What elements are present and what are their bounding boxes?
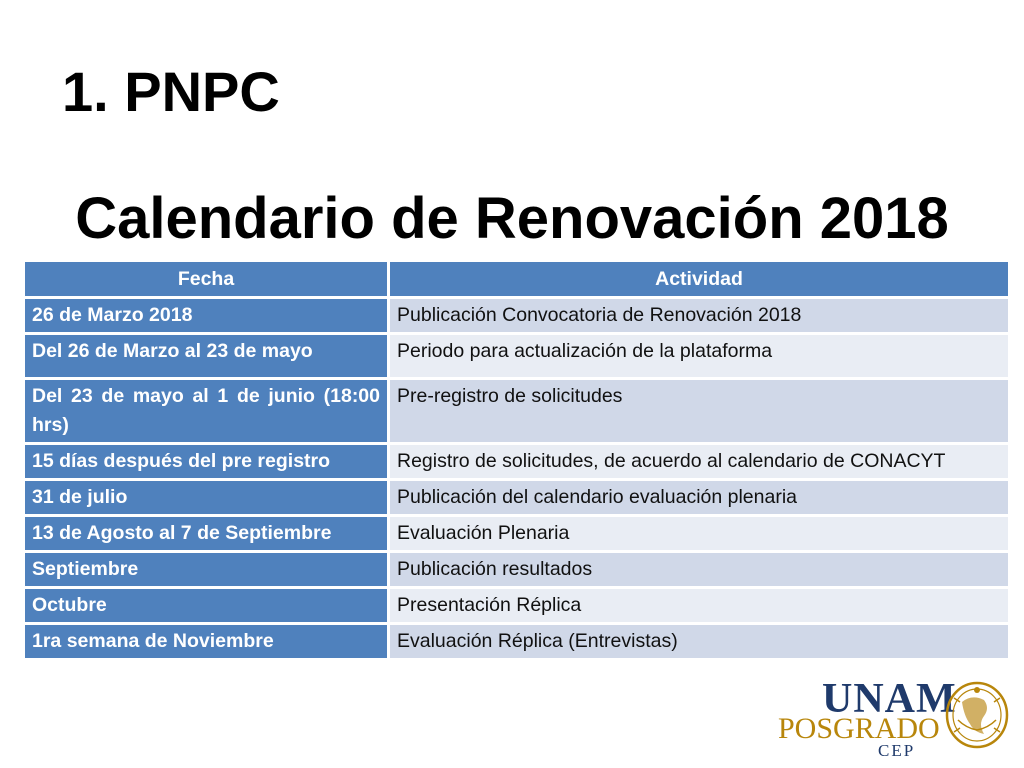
unam-posgrado-logo xyxy=(778,676,1014,762)
slide-subtitle: Calendario de Renovación 2018 xyxy=(75,186,949,251)
row-date: Octubre xyxy=(24,588,389,624)
row-date: Del 23 de mayo al 1 de junio (18:00 hrs) xyxy=(24,379,389,444)
row-date: 1ra semana de Noviembre xyxy=(24,624,389,660)
row-activity: Publicación Convocatoria de Renovación 2018 xyxy=(389,298,1010,334)
row-activity: Evaluación Plenaria xyxy=(389,516,1010,552)
row-activity: Registro de solicitudes, de acuerdo al calendario de CONACYT xyxy=(389,444,1010,480)
renewal-calendar-table xyxy=(22,259,1011,661)
row-activity: Pre-registro de solicitudes xyxy=(389,379,1010,444)
table-row xyxy=(24,624,1010,660)
slide-heading: 1. PNPC xyxy=(62,60,280,123)
row-date: 31 de julio xyxy=(24,480,389,516)
table-row xyxy=(24,298,1010,334)
row-activity: Publicación resultados xyxy=(389,552,1010,588)
row-activity: Publicación del calendario evaluación plenaria xyxy=(389,480,1010,516)
header-activity: Actividad xyxy=(389,261,1010,298)
logo-unam-text: UNAM xyxy=(822,676,957,722)
unam-seal-icon xyxy=(944,680,1010,750)
row-activity: Presentación Réplica xyxy=(389,588,1010,624)
table-row xyxy=(24,480,1010,516)
logo-cep-text: CEP xyxy=(878,741,916,760)
table-row xyxy=(24,552,1010,588)
table-row xyxy=(24,516,1010,552)
row-date: Septiembre xyxy=(24,552,389,588)
header-date: Fecha xyxy=(24,261,389,298)
table-row xyxy=(24,334,1010,379)
row-activity: Periodo para actualización de la plataforma xyxy=(389,334,1010,379)
row-date: Del 26 de Marzo al 23 de mayo xyxy=(24,334,389,379)
table-header-row xyxy=(24,261,1010,298)
row-date: 15 días después del pre registro xyxy=(24,444,389,480)
table-row xyxy=(24,379,1010,444)
row-date: 13 de Agosto al 7 de Septiembre xyxy=(24,516,389,552)
logo-posgrado-text: POSGRADO xyxy=(778,712,940,745)
table-row xyxy=(24,588,1010,624)
row-date: 26 de Marzo 2018 xyxy=(24,298,389,334)
row-activity: Evaluación Réplica (Entrevistas) xyxy=(389,624,1010,660)
table-row xyxy=(24,444,1010,480)
